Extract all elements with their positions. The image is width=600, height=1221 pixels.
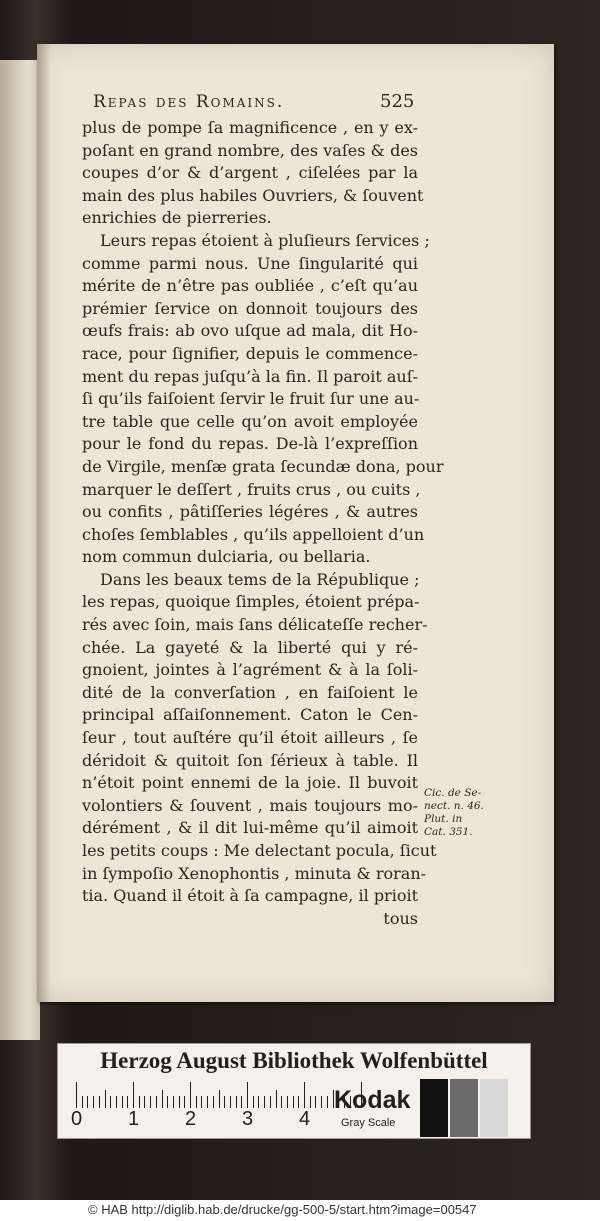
page-number: 525 xyxy=(380,91,415,112)
ruler-tick xyxy=(167,1096,168,1108)
ruler-tick xyxy=(139,1096,140,1108)
text-line: les petits coups : Me delectant pocula, ſicut xyxy=(82,841,437,860)
text-line: comme parmi nous. Une ſingularité qui xyxy=(82,253,418,273)
text-line: mérite de n’être pas oubliée , c’eſt qu’au xyxy=(82,276,418,296)
text-line: pour le fond du repas. De-là l’expreſſion xyxy=(82,434,418,454)
text-line: choſes ſemblables , qu’ils appelloient d’un xyxy=(82,524,425,544)
gray-swatch xyxy=(420,1079,448,1137)
text-line: tous xyxy=(383,908,418,928)
ruler-label: 0 xyxy=(71,1108,83,1130)
text-line: rés avec ſoin, mais ſans délicateſſe recher- xyxy=(82,615,428,635)
ruler-tick xyxy=(247,1082,248,1108)
text-line: chée. La gayeté & la liberté qui y ré- xyxy=(82,637,418,657)
margin-note-line: Plut. in xyxy=(424,813,463,825)
ruler-tick xyxy=(241,1096,242,1108)
text-line: dité de la converſation , en faiſoient le xyxy=(82,682,418,702)
margin-note-line: nect. n. 46. xyxy=(424,800,484,812)
text-line: race, pour ſignifier, depuis le commence- xyxy=(82,343,418,363)
text-line: nom commun dulciaria, ou bellaria. xyxy=(82,547,371,567)
text-line: tia. Quand il étoit à ſa campagne, il prioit xyxy=(82,886,418,906)
text-line: volontiers & ſouvent , mais toujours mo- xyxy=(82,795,418,815)
text-line: gnoient, jointes à l’agrément & à la ſoli- xyxy=(82,660,418,680)
ruler-label: 4 xyxy=(299,1108,311,1130)
text-line: coupes d’or & d’argent , ciſelées par la xyxy=(82,163,418,183)
ruler-tick xyxy=(201,1096,202,1108)
ruler-tick xyxy=(327,1096,328,1108)
ruler-tick xyxy=(162,1090,163,1108)
ruler-tick xyxy=(276,1090,277,1108)
text-line: marquer le deſſert , fruits crus , ou cuits , xyxy=(82,479,421,499)
ruler-tick xyxy=(173,1096,174,1108)
ruler-tick xyxy=(315,1096,316,1108)
text-line: dérément , & il dit lui-même qu’il aimoit xyxy=(82,818,418,838)
ruler-tick xyxy=(264,1096,265,1108)
text-line: Dans les beaux tems de la République ; xyxy=(100,569,420,589)
ruler-tick xyxy=(99,1096,100,1108)
ruler-tick xyxy=(213,1096,214,1108)
ruler-tick xyxy=(236,1096,237,1108)
ruler-tick xyxy=(190,1082,191,1108)
text-line: déridoit & quitoit ſon ſérieux à table. Il xyxy=(82,750,418,770)
ruler-tick xyxy=(304,1082,305,1108)
text-line: in ſympoſio Xenophontis , minuta & roran- xyxy=(82,863,427,883)
text-line: poſant en grand nombre, des vaſes & des xyxy=(82,140,418,160)
ruler-tick xyxy=(310,1096,311,1108)
text-line: enrichies de pierreries. xyxy=(82,208,272,228)
ruler-tick xyxy=(93,1096,94,1108)
previous-page-edge xyxy=(0,60,40,1040)
text-line: œufs frais: ab ovo uſque ad mala, dit Ho- xyxy=(82,321,418,341)
ruler-tick xyxy=(281,1096,282,1108)
ruler-tick xyxy=(293,1096,294,1108)
footer-bar xyxy=(0,1200,600,1221)
text-line: principal aſſaiſonnement. Caton le Cen- xyxy=(82,705,418,725)
margin-note-line: Cic. de Se- xyxy=(424,787,482,799)
ruler-tick xyxy=(133,1082,134,1108)
color-checker-card xyxy=(57,1043,531,1139)
text-line: ſi qu’ils faiſoient ſervir le fruit ſur une au- xyxy=(82,389,420,409)
ruler-tick xyxy=(127,1096,128,1108)
copyright-url: © HAB http://diglib.hab.de/drucke/gg-500-5/start.htm?image=00547 xyxy=(88,1202,477,1217)
gray-scale-label: Gray Scale xyxy=(341,1117,396,1129)
ruler-tick xyxy=(82,1096,83,1108)
text-line: Leurs repas étoient à pluſieurs ſervices ; xyxy=(100,230,430,250)
text-line: plus de pompe ſa magnificence , en y ex- xyxy=(82,118,418,137)
ruler-tick xyxy=(224,1096,225,1108)
text-line: ſeur , tout auſtére qu’il étoit ailleurs , ſe xyxy=(82,728,418,748)
gray-swatch xyxy=(450,1079,478,1137)
kodak-logo: Kodak xyxy=(334,1086,411,1114)
text-line: main des plus habiles Ouvriers, & ſouvent xyxy=(82,185,424,205)
text-line: prémier ſervice on donnoit toujours des xyxy=(82,298,418,318)
ruler-tick xyxy=(144,1096,145,1108)
ruler-label: 1 xyxy=(128,1108,140,1130)
ruler-tick xyxy=(196,1096,197,1108)
ruler-tick xyxy=(219,1090,220,1108)
ruler-tick xyxy=(207,1096,208,1108)
ruler-tick xyxy=(76,1082,77,1108)
ruler-tick xyxy=(179,1096,180,1108)
text-line: tre table que celle qu’on avoit employée xyxy=(82,411,418,431)
ruler-tick xyxy=(110,1096,111,1108)
ruler-tick xyxy=(287,1096,288,1108)
ruler-tick xyxy=(116,1096,117,1108)
ruler-tick xyxy=(105,1090,106,1108)
ruler-tick xyxy=(253,1096,254,1108)
page-gutter-shadow xyxy=(37,44,51,1002)
ruler-tick xyxy=(321,1096,322,1108)
text-line: de Virgile, menſæ grata ſecundæ dona, pour xyxy=(82,456,444,476)
ruler-tick xyxy=(122,1096,123,1108)
ruler-tick xyxy=(150,1096,151,1108)
running-head: Repas des Romains. xyxy=(93,92,285,112)
ruler-tick xyxy=(270,1096,271,1108)
ruler-tick xyxy=(156,1096,157,1108)
ruler-tick xyxy=(230,1096,231,1108)
ruler-label: 3 xyxy=(242,1108,254,1130)
ruler xyxy=(76,1082,376,1108)
text-line: n’étoit point ennemi de la joie. Il buvoit xyxy=(82,773,418,793)
ruler-tick xyxy=(87,1096,88,1108)
ruler-tick xyxy=(184,1096,185,1108)
ruler-tick xyxy=(298,1096,299,1108)
text-line: ou confits , pâtiſſeries légéres , & autres xyxy=(82,502,418,522)
margin-note-line: Cat. 351. xyxy=(424,826,473,838)
gray-swatch xyxy=(480,1079,508,1137)
margin-note xyxy=(424,787,496,839)
text-line: ment du repas juſqu’à la fin. Il paroit auſ- xyxy=(82,366,419,386)
ruler-label: 2 xyxy=(185,1108,197,1130)
ruler-tick xyxy=(258,1096,259,1108)
text-line: les repas, quoique ſimples, étoient prépa- xyxy=(82,592,420,612)
library-title: Herzog August Bibliothek Wolfenbüttel xyxy=(100,1048,488,1073)
